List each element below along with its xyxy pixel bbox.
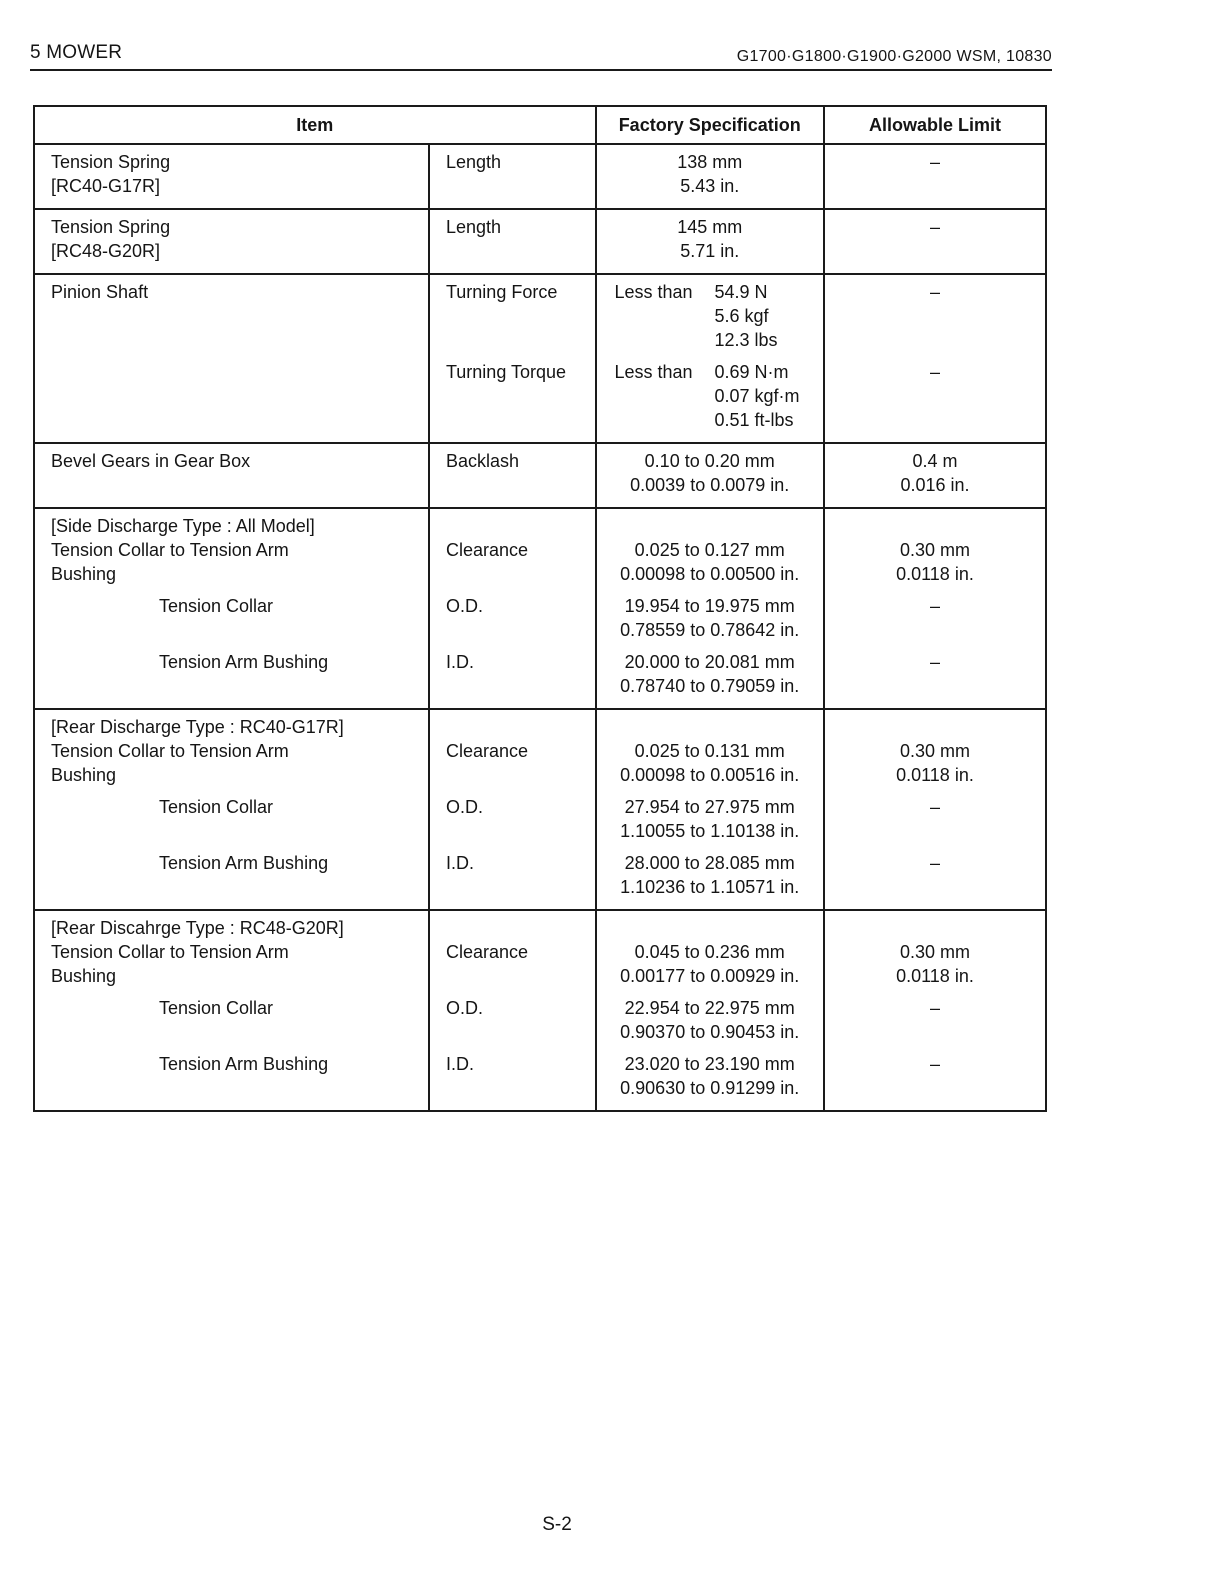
limit-value: – [929,998,940,1018]
limit-imperial: 0.0118 in. [896,966,974,986]
column-header-item: Item [34,106,596,144]
measure-turning-force: Turning Force [445,282,558,302]
spec-imperial: 0.00177 to 0.00929 in. [620,966,800,986]
measure-clearance: Clearance [445,942,529,962]
limit-cell [824,443,1046,508]
table-row [34,508,1046,709]
spec-imperial: 0.90630 to 0.91299 in. [620,1078,800,1098]
limit-imperial: 0.016 in. [900,475,970,495]
item-cell [34,443,429,508]
spec-value: 0.51 ft-lbs [714,410,794,430]
spec-value: 0.69 N·m [714,362,789,382]
limit-metric: 0.4 m [912,451,958,471]
section-title: 5 MOWER [30,42,123,63]
column-header-factory-spec: Factory Specification [596,106,824,144]
spec-metric: 0.025 to 0.127 mm [634,540,785,560]
spec-value: 54.9 N [714,282,768,302]
spec-metric: 19.954 to 19.975 mm [624,596,795,616]
limit-cell [824,274,1046,443]
specification-table [33,105,1047,1112]
measure-cell [429,910,596,1111]
spec-metric: 20.000 to 20.081 mm [624,652,795,672]
limit-value: – [929,797,940,817]
limit-cell [824,709,1046,910]
spec-cell [596,910,824,1111]
limit-value: – [929,282,940,302]
spec-metric: 138 mm [677,152,743,172]
measure-turning-torque: Turning Torque [445,362,567,382]
model-reference: G1700·G1800·G1900·G2000 WSM, 10830 [736,48,1052,65]
table-row [34,910,1046,1111]
table-header-row [34,106,1046,144]
item-cell [34,709,429,910]
limit-value: – [929,362,940,382]
measure-clearance: Clearance [445,741,529,761]
measure-od: O.D. [445,596,483,616]
spec-prefix: Less than [614,282,693,302]
limit-imperial: 0.0118 in. [896,564,974,584]
group-title: [Rear Discharge Type : RC40-G17R] [51,717,344,737]
limit-imperial: 0.0118 in. [896,765,974,785]
spec-imperial: 0.00098 to 0.00500 in. [620,564,800,584]
spec-imperial: 1.10055 to 1.10138 in. [620,821,800,841]
spec-metric: 145 mm [677,217,743,237]
item-name: Tension Spring [51,217,171,237]
limit-value: – [929,853,940,873]
limit-cell: – [824,144,1046,209]
item-name: Tension Collar to Tension Arm [51,942,289,962]
sub-item-tension-arm-bushing: Tension Arm Bushing [159,853,329,873]
limit-cell [824,910,1046,1111]
measure-cell [429,709,596,910]
spec-cell [596,144,824,209]
spec-imperial: 5.43 in. [680,176,740,196]
spec-value: 12.3 lbs [714,330,778,350]
item-cell [34,910,429,1111]
measure-clearance: Clearance [445,540,529,560]
spec-cell [596,443,824,508]
spec-metric: 0.025 to 0.131 mm [634,741,785,761]
spec-metric: 28.000 to 28.085 mm [624,853,795,873]
spec-cell [596,274,824,443]
limit-metric: 0.30 mm [899,540,970,560]
item-name: Tension Collar to Tension Arm [51,540,289,560]
measure-cell [429,508,596,709]
limit-value: – [929,1054,940,1074]
item-cell [34,508,429,709]
group-title: [Rear Discahrge Type : RC48-G20R] [51,918,344,938]
column-header-allowable-limit: Allowable Limit [824,106,1046,144]
spec-metric: 22.954 to 22.975 mm [624,998,795,1018]
page-number: S-2 [542,1514,572,1535]
spec-metric: 23.020 to 23.190 mm [624,1054,795,1074]
item-name-cont: Bushing [51,765,117,785]
limit-cell: – [824,209,1046,274]
spec-metric: 0.10 to 0.20 mm [644,451,775,471]
item-name: Bevel Gears in Gear Box [51,451,251,471]
sub-item-tension-arm-bushing: Tension Arm Bushing [159,1054,329,1074]
limit-cell [824,508,1046,709]
measure-od: O.D. [445,998,483,1018]
measure-id: I.D. [445,652,474,672]
sub-item-tension-collar: Tension Collar [159,998,274,1018]
spec-imperial: 0.90370 to 0.90453 in. [620,1022,800,1042]
sub-item-tension-collar: Tension Collar [159,797,274,817]
header-rule [30,69,1052,71]
limit-metric: 0.30 mm [899,741,970,761]
measure-id: I.D. [445,1054,474,1074]
spec-metric: 27.954 to 27.975 mm [624,797,795,817]
item-name: Tension Spring [51,152,171,172]
spec-imperial: 1.10236 to 1.10571 in. [620,877,800,897]
table-row [34,443,1046,508]
spec-imperial: 0.78740 to 0.79059 in. [620,676,800,696]
spec-imperial: 0.78559 to 0.78642 in. [620,620,800,640]
item-name: Pinion Shaft [51,282,149,302]
spec-metric: 0.045 to 0.236 mm [634,942,785,962]
item-name-cont: Bushing [51,564,117,584]
item-cell [34,274,429,443]
measure-cell: Length [429,209,596,274]
table-row [34,709,1046,910]
spec-value: 5.6 kgf [714,306,769,326]
measure-cell: Backlash [429,443,596,508]
spec-prefix: Less than [614,362,693,382]
spec-imperial: 0.00098 to 0.00516 in. [620,765,800,785]
limit-metric: 0.30 mm [899,942,970,962]
table-row [34,209,1046,274]
item-model: [RC40-G17R] [51,176,161,196]
limit-value: – [929,596,940,616]
table-row [34,144,1046,209]
spec-value: 0.07 kgf·m [714,386,800,406]
spec-imperial: 5.71 in. [680,241,740,261]
sub-item-tension-arm-bushing: Tension Arm Bushing [159,652,329,672]
item-cell [34,144,429,209]
spec-cell [596,508,824,709]
item-cell [34,209,429,274]
spec-cell [596,709,824,910]
measure-od: O.D. [445,797,483,817]
group-title: [Side Discharge Type : All Model] [51,516,315,536]
measure-cell [429,274,596,443]
spec-imperial: 0.0039 to 0.0079 in. [630,475,790,495]
measure-cell: Length [429,144,596,209]
spec-cell [596,209,824,274]
limit-value: – [929,652,940,672]
item-name: Tension Collar to Tension Arm [51,741,289,761]
item-name-cont: Bushing [51,966,117,986]
sub-item-tension-collar: Tension Collar [159,596,274,616]
measure-id: I.D. [445,853,474,873]
item-model: [RC48-G20R] [51,241,161,261]
table-row [34,274,1046,443]
